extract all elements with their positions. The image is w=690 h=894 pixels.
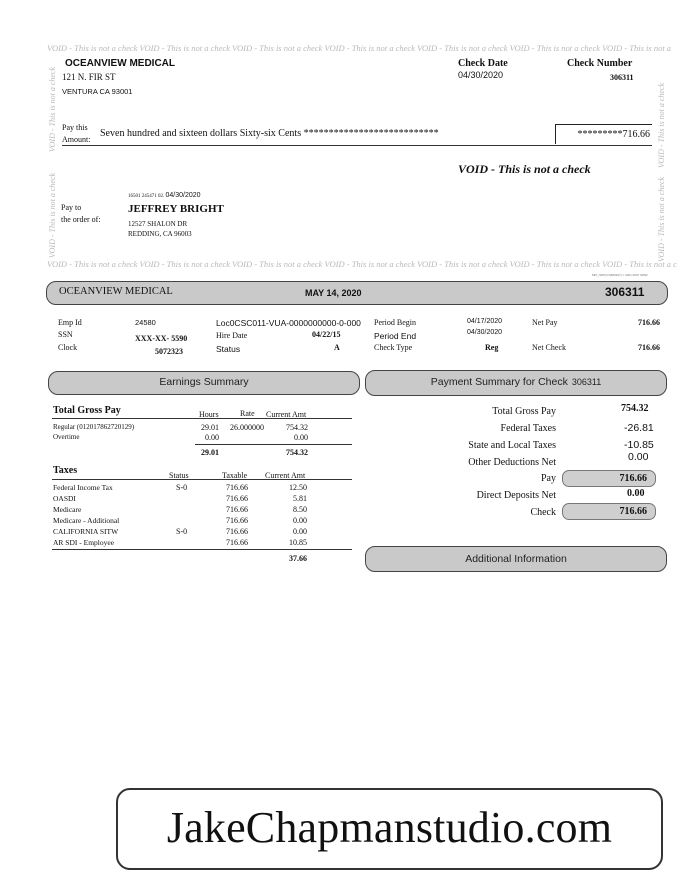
tax-row-taxable: 716.66 [226, 527, 248, 536]
tax-row-label: OASDI [53, 494, 76, 503]
payment-row-label: Other Deductions Net [468, 457, 556, 468]
emp-id-label: Emp Id [58, 318, 82, 327]
void-strip-top: VOID - This is not a check VOID - This is not a check VOID - This is not a check VOID - This is not a check VOID - This is not a check VOID - This is not a check VOID - This is not a [47, 43, 672, 53]
void-side-right-1: VOID - This is not a check [657, 82, 666, 168]
period-end-value: 04/30/2020 [467, 329, 503, 336]
hire-date-value: 04/22/15 [312, 330, 341, 339]
check-type-label: Check Type [374, 343, 413, 352]
status-label: Status [216, 344, 241, 354]
payment-row-label: State and Local Taxes [468, 440, 556, 451]
earnings-row-amount: 754.32 [286, 423, 308, 432]
tax-row-label: Federal Income Tax [53, 483, 113, 492]
period-end-label: Period End [374, 331, 417, 341]
earnings-row-label: Overtime [53, 433, 80, 441]
void-side-right-2: VOID - This is not a check [657, 176, 666, 262]
col-status: Status [169, 471, 189, 480]
tax-row-label: CALIFORNIA SITW [53, 527, 119, 536]
amount-label: Amount: [62, 135, 91, 144]
tax-row-label: Medicare - Additional [53, 516, 120, 525]
company-address-2: VENTURA CA 93001 [62, 87, 133, 96]
micro-line-date: 04/30/2020 [165, 192, 201, 199]
micro-line-code: 16501 245471 02. [128, 194, 165, 199]
void-banner: VOID - This is not a check [458, 162, 591, 176]
tax-row-taxable: 716.66 [226, 483, 248, 492]
tax-row-taxable: 716.66 [226, 494, 248, 503]
payment-summary-number: 306311 [571, 377, 602, 387]
amount-box [555, 124, 652, 144]
payment-row-label: Federal Taxes [500, 423, 556, 434]
earnings-row-hours: 0.00 [205, 433, 219, 442]
payment-row-value: 0.00 [628, 451, 649, 463]
tax-row-label: AR SDI - Employee [53, 538, 115, 547]
earnings-header-rule [52, 418, 352, 419]
hire-date-label: Hire Date [216, 331, 248, 340]
void-strip-bottom: VOID - This is not a check VOID - This is not a check VOID - This is not a check VOID - This is not a check VOID - This is not a check VOID - This is not a check VOID - This is not a c [47, 259, 677, 269]
col-rate: Rate [240, 409, 255, 418]
tax-row-amount: 10.85 [289, 538, 307, 547]
earnings-row-label: Regular (012017862720129) [53, 423, 135, 431]
check-number-label: Check Number [567, 58, 633, 69]
taxes-heading: Taxes [53, 465, 78, 476]
earnings-row-amount: 0.00 [294, 433, 308, 442]
earnings-total-amount: 754.32 [286, 448, 308, 457]
tax-row-taxable: 716.66 [226, 538, 248, 547]
amount-box-value: *********716.66 [577, 129, 650, 140]
earnings-total-hours: 29.01 [201, 448, 219, 457]
pay-to-label: Pay to [61, 203, 82, 212]
loc-value: Loc0CSC011-VUA-0000000000-0-000 [216, 318, 361, 328]
payee-address-2: REDDING, CA 96003 [128, 230, 192, 238]
payment-summary-title: Payment Summary for Check [430, 376, 568, 388]
payee-address-1: 12527 SHALON DR [128, 220, 188, 228]
watermark-text: JakeChapmanstudio.com [166, 803, 613, 852]
tax-total: 37.66 [289, 554, 307, 563]
micro-line [128, 192, 201, 199]
payment-summary-header [365, 370, 667, 396]
net-pay-label: Net Pay [532, 318, 558, 327]
clock-label: Clock [58, 343, 78, 352]
taxes-header-rule [52, 479, 352, 480]
col-current-amt: Current Amt [266, 410, 307, 419]
order-of-label: the order of: [61, 215, 101, 224]
payee-name: JEFFREY BRIGHT [128, 203, 224, 215]
earnings-row-rate: 26.000000 [230, 423, 264, 432]
col-hours: Hours [199, 410, 219, 419]
tax-row-amount: 5.81 [293, 494, 307, 503]
payment-row-value: -10.85 [624, 439, 654, 451]
payment-row-label: Total Gross Pay [492, 406, 556, 417]
void-side-left-2: VOID - This is not a check [48, 172, 57, 258]
tax-row-taxable: 716.66 [226, 516, 248, 525]
pay-value: 716.66 [562, 470, 656, 487]
tax-row-amount: 0.00 [293, 527, 307, 536]
earnings-summary-header [48, 371, 360, 395]
ssn-label: SSN [58, 330, 73, 339]
check-label: Check [530, 507, 556, 518]
clock-value: 5072323 [155, 347, 183, 356]
stub-date: MAY 14, 2020 [305, 288, 362, 298]
pay-this-label: Pay this [62, 123, 88, 132]
status-value: A [334, 343, 340, 352]
ssn-value: XXX-XX- 5590 [135, 334, 188, 343]
taxes-total-rule [52, 549, 352, 550]
check-date-value: 04/30/2020 [458, 70, 504, 80]
check-number-value: 306311 [610, 73, 634, 82]
company-address-1: 121 N. FIR ST [62, 72, 116, 82]
check-value: 716.66 [562, 503, 656, 520]
earnings-summary-title: Earnings Summary [159, 376, 249, 388]
payment-row-value: -26.81 [624, 422, 654, 434]
stub-company: OCEANVIEW MEDICAL [59, 286, 173, 297]
col-taxable: Taxable [222, 471, 248, 480]
period-begin-value: 04/17/2020 [467, 318, 503, 325]
net-check-value: 716.66 [638, 343, 660, 352]
total-gross-heading: Total Gross Pay [53, 405, 121, 416]
tax-row-amount: 12.50 [289, 483, 307, 492]
void-side-left-1: VOID - This is not a check [48, 66, 57, 152]
col-tax-current-amt: Current Amt [265, 471, 306, 480]
net-pay-value: 716.66 [638, 318, 660, 327]
tax-row-status: S-0 [176, 483, 188, 492]
tax-row-label: Medicare [53, 505, 82, 514]
amount-underline [62, 145, 652, 146]
tax-row-taxable: 716.66 [226, 505, 248, 514]
period-begin-label: Period Begin [374, 318, 416, 327]
tiny-code: MPI_SDP(CG883207) = 0001.0097 MRW [592, 273, 648, 277]
earnings-row-hours: 29.01 [201, 423, 219, 432]
amount-words: Seven hundred and sixteen dollars Sixty-six Cents *************************** [100, 128, 439, 139]
stub-number: 306311 [605, 285, 645, 299]
additional-info-title: Additional Information [465, 553, 567, 565]
check-type-value: Reg [485, 343, 499, 352]
stub-header-bar [46, 281, 668, 305]
direct-deposits-value: 0.00 [627, 488, 645, 499]
direct-deposits-label: Direct Deposits Net [476, 490, 556, 501]
tax-row-amount: 0.00 [293, 516, 307, 525]
check-date-label: Check Date [458, 58, 508, 69]
earnings-total-rule [195, 444, 352, 445]
pay-label: Pay [541, 473, 556, 484]
net-check-label: Net Check [532, 343, 566, 352]
payment-row-value: 754.32 [621, 403, 649, 414]
tax-row-amount: 8.50 [293, 505, 307, 514]
company-name: OCEANVIEW MEDICAL [65, 58, 175, 69]
emp-id-value: 24580 [135, 318, 156, 327]
additional-info-header [365, 546, 667, 572]
watermark-box [116, 788, 663, 870]
tax-row-status: S-0 [176, 527, 188, 536]
